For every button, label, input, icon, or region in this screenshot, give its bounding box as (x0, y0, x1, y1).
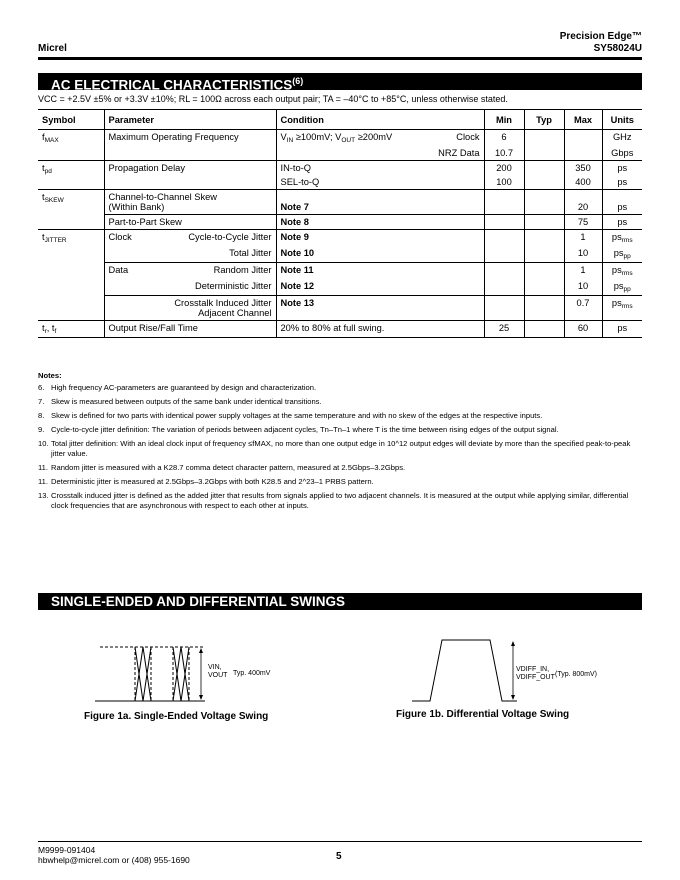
max-cell: 0.7 (564, 296, 602, 321)
table-row (38, 263, 642, 280)
table-row (38, 230, 642, 247)
parameter-cell: Total Jitter (104, 246, 276, 263)
col-header: Typ (524, 110, 564, 130)
min-cell (484, 279, 524, 296)
unit-cell: GHz (602, 130, 642, 147)
parameter-cell: Maximum Operating Frequency (104, 130, 276, 161)
typ-cell (524, 161, 564, 176)
note-item: 13. Crosstalk induced jitter is defined as the added jitter that results from signals applied to two adjacent channels. It is measured at the output while applying similar, differential clock frequencies that are asynchronous with respect to each other at inputs. (38, 491, 629, 510)
note-item: 8. Skew is defined for two parts with identical power supply voltages at the same temperature and with no skew of the edges at the respective inputs. (38, 411, 543, 420)
typ-cell (524, 279, 564, 296)
condition-cell: Note 13 (276, 296, 484, 321)
notes-title: Notes: (38, 371, 62, 380)
max-cell: 75 (564, 215, 602, 230)
table-row (38, 321, 642, 338)
company-name: Micrel (38, 43, 67, 54)
max-cell: 10 (564, 246, 602, 263)
parameter-cell: Data Random Jitter (104, 263, 276, 280)
table-row (38, 215, 642, 230)
condition-cell: 20% to 80% at full swing. (276, 321, 484, 338)
page-number: 5 (336, 851, 342, 862)
condition-cell: SEL-to-Q (276, 175, 484, 190)
note-item: 9. Cycle-to-cycle jitter definition: The variation of periods between adjacent cycles, Tn–Tn–1 where T is the time between rising edges of the output signal. (38, 425, 559, 434)
footer-info (38, 845, 190, 865)
fig1b-caption: Figure 1b. Differential Voltage Swing (396, 709, 570, 720)
ac-characteristics-table (38, 109, 642, 338)
unit-cell: ps (602, 215, 642, 230)
unit-cell: $ps_{rms}$ (602, 230, 642, 247)
max-cell: 20 (564, 190, 602, 215)
table-row (38, 190, 642, 215)
max-cell (564, 146, 602, 161)
typ-cell (524, 296, 564, 321)
header-rule (38, 57, 642, 60)
symbol-cell: $t_{JITTER}$ (38, 230, 104, 321)
unit-cell: ps (602, 321, 642, 338)
condition-cell: Note 9 (276, 230, 484, 247)
table-row (38, 279, 642, 296)
fig1a-label: VIN, VOUT (208, 664, 228, 679)
symbol-cell: $f_{MAX}$ (38, 130, 104, 161)
min-cell: 6 (484, 130, 524, 147)
unit-cell: ps (602, 190, 642, 215)
table-row (38, 161, 642, 176)
typ-cell (524, 130, 564, 147)
parameter-cell: Output Rise/Fall Time (104, 321, 276, 338)
product-line: Precision Edge™ (559, 31, 642, 42)
condition-cell: IN-to-Q (276, 161, 484, 176)
parameter-cell: Channel-to-Channel Skew (Within Bank) (104, 190, 276, 215)
typ-cell (524, 215, 564, 230)
condition-cell: Note 8 (276, 215, 484, 230)
col-header: Parameter (104, 110, 276, 130)
conditions-line: VCC = +2.5V ±5% or +3.3V ±10%; RL = 100Ω across each output pair; TA = –40°C to +85°C, unless otherwise stated. (38, 94, 508, 104)
symbol-cell: $t_{pd}$ (38, 161, 104, 190)
parameter-cell: Propagation Delay (104, 161, 276, 190)
condition-cell: Note 12 (276, 279, 484, 296)
doc-id: M9999-091404 (38, 845, 96, 855)
col-header: Symbol (38, 110, 104, 130)
min-cell: 10.7 (484, 146, 524, 161)
max-cell: 60 (564, 321, 602, 338)
typ-cell (524, 263, 564, 280)
max-cell: 400 (564, 175, 602, 190)
typ-cell (524, 230, 564, 247)
typ-cell (524, 175, 564, 190)
max-cell: 350 (564, 161, 602, 176)
contact-info: hbwhelp@micrel.com or (408) 955-1690 (38, 855, 190, 865)
typ-cell (524, 146, 564, 161)
header-product (560, 31, 642, 55)
max-cell: 1 (564, 230, 602, 247)
min-cell (484, 246, 524, 263)
note-item: 11. Random jitter is measured with a K28.7 comma detect character pattern, measured at 2.5Gbps–3.2Gbps. (38, 463, 406, 472)
condition-cell: Note 7 (276, 190, 484, 215)
note-item: 7. Skew is measured between outputs of the same bank under identical transitions. (38, 397, 322, 406)
fig1a-typ: Typ. 400mV (233, 670, 271, 677)
fig1b-label: VDIFF_IN, VDIFF_OUT (516, 666, 555, 681)
parameter-cell: Crosstalk Induced Jitter Adjacent Channel (104, 296, 276, 321)
unit-cell: ps (602, 161, 642, 176)
parameter-cell: Clock Cycle-to-Cycle Jitter (104, 230, 276, 247)
max-cell: 1 (564, 263, 602, 280)
min-cell (484, 215, 524, 230)
min-cell: 25 (484, 321, 524, 338)
max-cell (564, 130, 602, 147)
min-cell (484, 230, 524, 247)
unit-cell: $ps_{rms}$ (602, 296, 642, 321)
notes-block (38, 371, 644, 515)
parameter-cell: Part-to-Part Skew (104, 215, 276, 230)
differential-waveform (412, 637, 517, 709)
note-item: 11. Deterministic jitter is measured at 2.5Gbps–3.2Gbps with both K28.5 and 2^23–1 PRBS pattern. (38, 477, 374, 486)
condition-cell: Note 10 (276, 246, 484, 263)
note-item: 6. High frequency AC-parameters are guaranteed by design and characterization. (38, 383, 317, 392)
table-row (38, 130, 642, 147)
symbol-cell: $t_{SKEW}$ (38, 190, 104, 230)
unit-cell: ps (602, 175, 642, 190)
section-title-swings: SINGLE-ENDED AND DIFFERENTIAL SWINGS (38, 593, 642, 610)
unit-cell: Gbps (602, 146, 642, 161)
condition-cell: NRZ Data (276, 146, 484, 161)
min-cell (484, 190, 524, 215)
condition-cell: Note 11 (276, 263, 484, 280)
col-header: Units (602, 110, 642, 130)
parameter-cell: Deterministic Jitter (104, 279, 276, 296)
table-row (38, 296, 642, 321)
fig1b-typ: (Typ. 800mV) (555, 671, 598, 678)
col-header: Condition (276, 110, 484, 130)
table-row (38, 246, 642, 263)
col-header: Min (484, 110, 524, 130)
min-cell (484, 296, 524, 321)
note-item: 10. Total jitter definition: With an ideal clock input of frequency ≤fMAX, no more than one output edge in 10^12 output edges will deviate by more than the specified peak-to-peak jitter value. (38, 439, 631, 458)
section-title-ac: AC ELECTRICAL CHARACTERISTICS$^{(6)}$ (38, 73, 642, 90)
table-header-row (38, 110, 642, 130)
max-cell: 10 (564, 279, 602, 296)
col-header: Max (564, 110, 602, 130)
min-cell (484, 263, 524, 280)
typ-cell (524, 321, 564, 338)
symbol-cell: $t_r$, $t_f$ (38, 321, 104, 338)
condition-cell: $V_{IN} \ge 100mV$; $V_{OUT} \ge 200mV$ Clock (276, 130, 484, 147)
min-cell: 200 (484, 161, 524, 176)
unit-cell: $ps_{rms}$ (602, 263, 642, 280)
typ-cell (524, 190, 564, 215)
unit-cell: $ps_{pp}$ (602, 246, 642, 263)
footer-rule (38, 841, 642, 842)
part-number: SY58024U (593, 43, 642, 54)
typ-cell (524, 246, 564, 263)
fig1a-caption: Figure 1a. Single-Ended Voltage Swing (84, 711, 269, 722)
min-cell: 100 (484, 175, 524, 190)
unit-cell: $ps_{pp}$ (602, 279, 642, 296)
single-ended-waveform (95, 637, 205, 709)
